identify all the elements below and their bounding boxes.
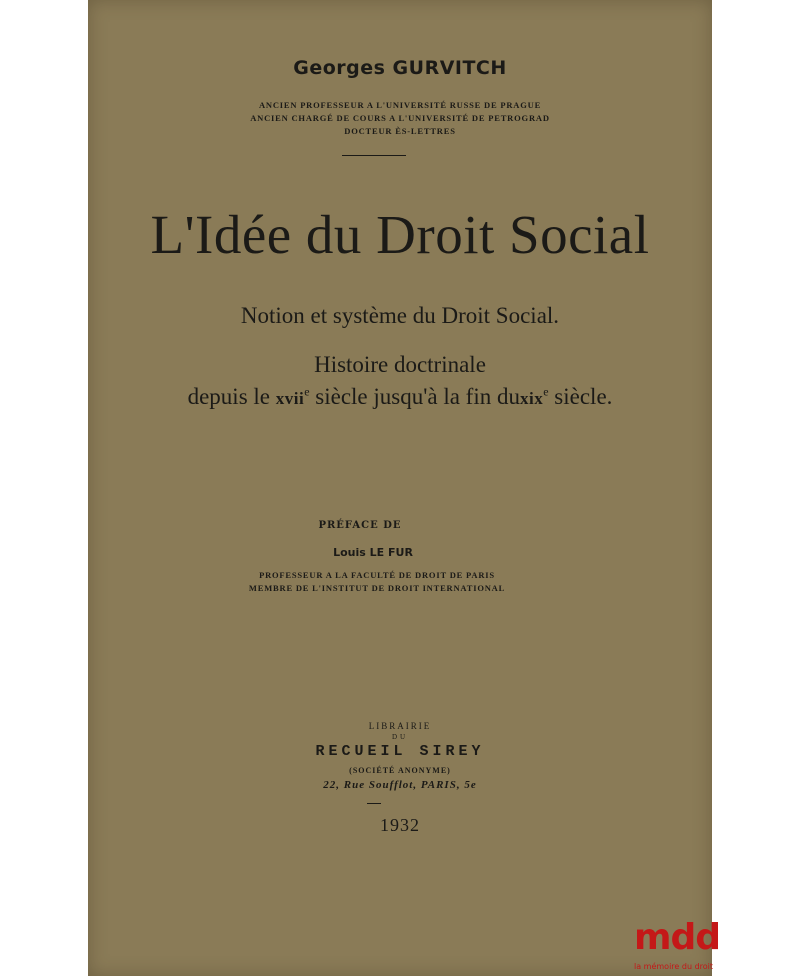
preface-credential-line: MEMBRE DE L'INSTITUT DE DROIT INTERNATIONAL bbox=[248, 583, 506, 593]
subtitle-line-3 bbox=[88, 384, 712, 410]
subtitle-line-1: Notion et système du Droit Social. bbox=[240, 303, 560, 328]
subtitle-middle: siècle jusqu'à la fin du bbox=[309, 384, 520, 409]
author-credential-line: ANCIEN PROFESSEUR A L'UNIVERSITÉ RUSSE DE PRAGUE bbox=[258, 100, 542, 110]
preface-last-name: LE FUR bbox=[369, 546, 413, 559]
book-title: L'Idée du Droit Social bbox=[150, 204, 650, 265]
century-19-superscript: e bbox=[543, 384, 549, 399]
author-credential-line: DOCTEUR ÈS-LETTRES bbox=[344, 126, 456, 136]
subtitle-prefix: depuis le bbox=[187, 384, 276, 409]
publisher-address: 22, Rue Soufflot, PARIS, 5e bbox=[323, 779, 477, 791]
publisher-line-2: DU bbox=[391, 733, 409, 741]
publisher-name: RECUEIL SIREY bbox=[315, 743, 485, 760]
publisher-company-type: (SOCIÉTÉ ANONYME) bbox=[349, 766, 451, 775]
preface-credential-line: PROFESSEUR A LA FACULTÉ DE DROIT DE PARIS bbox=[259, 570, 495, 580]
preface-credentials bbox=[88, 569, 666, 595]
year-divider bbox=[367, 803, 381, 804]
century-19: xix bbox=[519, 389, 544, 408]
preface-author bbox=[88, 546, 658, 559]
subtitle-line-2: Histoire doctrinale bbox=[314, 352, 486, 377]
logo-tagline: la mémoire du droit bbox=[634, 962, 714, 971]
century-17: xvii bbox=[275, 389, 305, 408]
century-17-superscript: e bbox=[304, 384, 310, 399]
author-name bbox=[88, 57, 712, 79]
logo-mark: mdd bbox=[634, 917, 721, 958]
mdd-logo bbox=[634, 918, 784, 976]
preface-label: PRÉFACE DE bbox=[318, 520, 402, 531]
author-divider bbox=[342, 155, 406, 156]
author-last-name: GURVITCH bbox=[392, 57, 507, 79]
publisher-line-1: LIBRAIRIE bbox=[368, 721, 432, 731]
publication-year: 1932 bbox=[380, 815, 420, 835]
author-first-name: Georges bbox=[293, 57, 386, 79]
subtitle-suffix: siècle. bbox=[548, 384, 613, 409]
author-credentials bbox=[88, 99, 712, 138]
author-credential-line: ANCIEN CHARGÉ DE COURS A L'UNIVERSITÉ DE PETROGRAD bbox=[250, 113, 550, 123]
book-cover bbox=[88, 0, 712, 976]
preface-first-name: Louis bbox=[333, 546, 366, 559]
